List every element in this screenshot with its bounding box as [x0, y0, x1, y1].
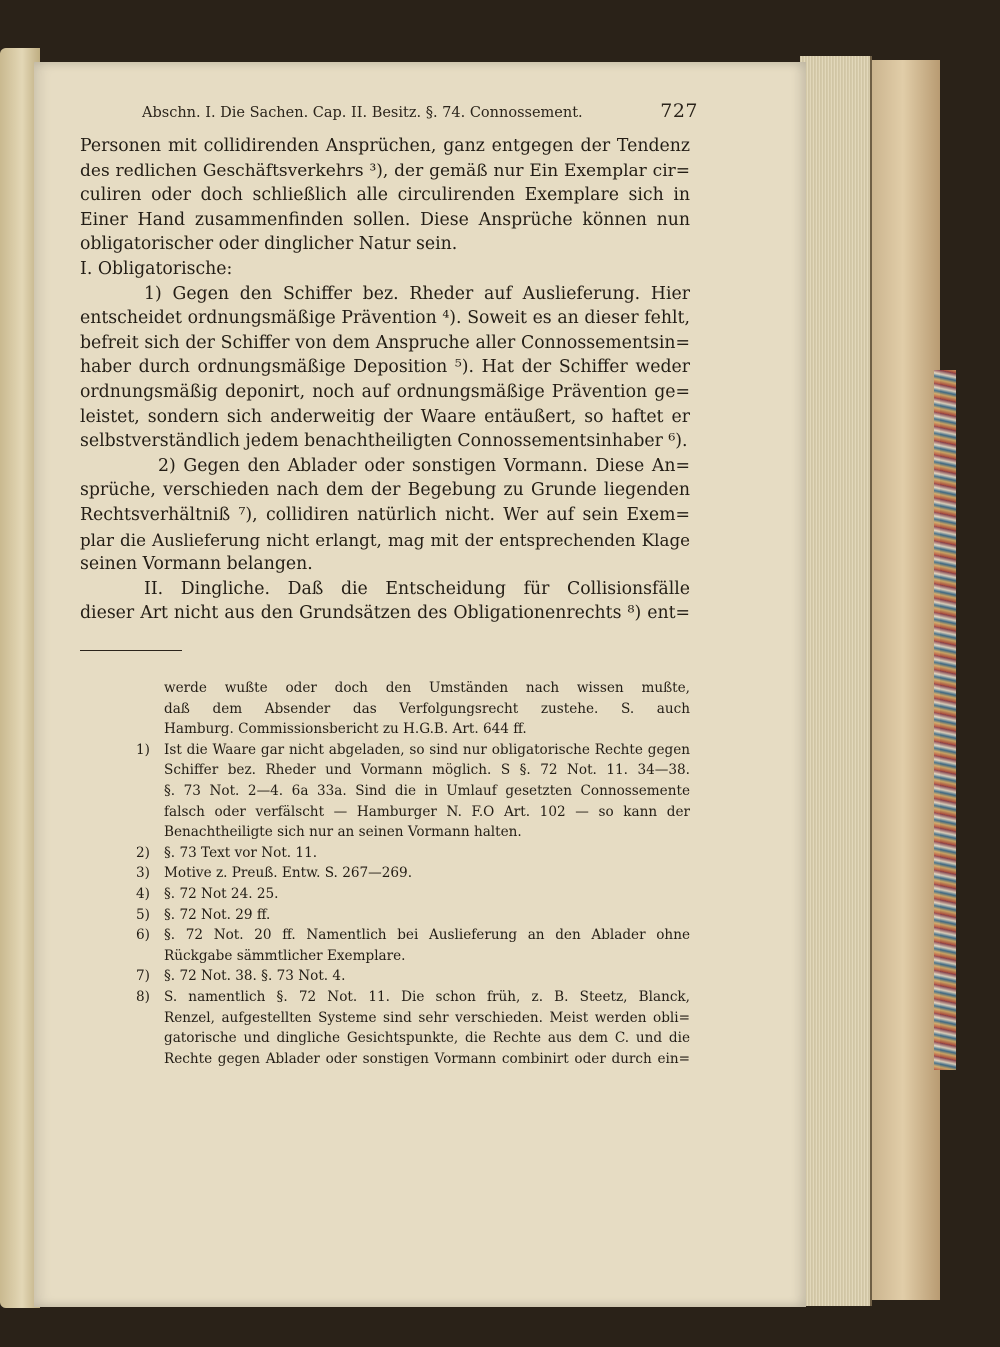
note-line: werde wußte oder doch den Umständen nach wissen mußte,: [164, 680, 690, 696]
note-line: falsch oder verfälscht — Hamburger N. F.O Art. 102 — so kann der: [164, 803, 690, 820]
text-line: dieser Art nicht aus den Grundsätzen des Obligationenrechts ⁸) ent=: [80, 603, 690, 624]
note-line: §. 73 Text vor Not. 11.: [164, 844, 318, 861]
text-line: Rechtsverhältniß ⁷), collidiren natürlich nicht. Wer auf sein Exem=: [80, 504, 690, 525]
footnote-rule: [80, 650, 182, 651]
text-line: des redlichen Geschäftsverkehrs ³), der gemäß nur Ein Exemplar cir=: [80, 160, 690, 181]
text-line: Einer Hand zusammenfinden sollen. Diese Ansprüche können nun: [80, 209, 690, 230]
note-line: Renzel, aufgestellten Systeme sind sehr verschieden. Meist werden obli=: [164, 1009, 690, 1026]
page-number: 727: [660, 100, 698, 122]
note-line: Hamburg. Commissionsbericht zu H.G.B. Art. 644 ff.: [164, 721, 527, 738]
text-line: entscheidet ordnungsmäßige Prävention ⁴). Soweit es an dieser fehlt,: [80, 308, 690, 329]
running-head: [142, 100, 698, 122]
note-line: Rechte gegen Ablader oder sonstigen Vormann combinirt oder durch ein=: [164, 1050, 690, 1067]
footnote-continuation: [78, 678, 690, 740]
text-line: seinen Vormann belangen.: [80, 554, 313, 575]
note-line: §. 72 Not. 29 ff.: [164, 906, 271, 923]
text-line: 1) Gegen den Schiffer bez. Rheder auf Auslieferung. Hier: [144, 283, 690, 304]
footnote-7: [78, 966, 690, 987]
section-heading: II. Dingliche. Daß die Entscheidung für Collisionsfälle: [144, 578, 690, 599]
footnote-number: 7): [136, 968, 150, 985]
text-line: 2) Gegen den Ablader oder sonstigen Vormann. Diese An=: [158, 455, 690, 476]
footnote-number: 6): [136, 927, 150, 944]
text-line: selbstverständlich jedem benachtheiligten Connossementsinhaber ⁶).: [80, 431, 688, 452]
note-line: Rückgabe sämmtlicher Exemplare.: [164, 947, 406, 964]
note-line: S. namentlich §. 72 Not. 11. Die schon früh, z. B. Steetz, Blanck,: [164, 988, 690, 1005]
text-line: obligatorischer oder dinglicher Natur sein.: [80, 234, 458, 255]
text-line: haber durch ordnungsmäßige Deposition ⁵). Hat der Schiffer weder: [80, 357, 690, 378]
footnote-4: [78, 884, 690, 905]
footnotes: [78, 678, 690, 1069]
text-line: culiren oder doch schließlich alle circulirenden Exemplare sich in: [80, 185, 690, 206]
text-line: befreit sich der Schiffer von dem Anspruche aller Connossementsin=: [80, 332, 690, 353]
footnote-1: [78, 740, 690, 843]
text-line: ordnungsmäßig deponirt, noch auf ordnungsmäßige Prävention ge=: [80, 381, 690, 402]
text-line: sprüche, verschieden nach dem der Begebung zu Grunde liegenden: [80, 480, 690, 501]
marbled-edge: [934, 370, 956, 1070]
note-line: §. 72 Not 24. 25.: [164, 885, 279, 902]
footnote-5: [78, 905, 690, 926]
note-line: Benachtheiligte sich nur an seinen Vormann halten.: [164, 824, 522, 841]
book-cover-edge: [866, 60, 940, 1300]
note-line: §. 72 Not. 20 ff. Namentlich bei Auslieferung an den Ablader ohne: [164, 927, 690, 944]
note-line: gatorische und dingliche Gesichtspunkte, die Rechte aus dem C. und die: [164, 1030, 690, 1047]
footnote-3: [78, 863, 690, 884]
main-text: [80, 134, 690, 626]
footnote-number: 5): [136, 906, 150, 923]
note-line: §. 72 Not. 38. §. 73 Not. 4.: [164, 968, 346, 985]
running-title: Abschn. I. Die Sachen. Cap. II. Besitz. §. 74. Connossement.: [142, 105, 583, 121]
note-line: Schiffer bez. Rheder und Vormann möglich. S §. 72 Not. 11. 34—38.: [164, 762, 690, 779]
text-line: leistet, sondern sich anderweitig der Waare entäußert, so haftet er: [80, 406, 690, 427]
note-line: Ist die Waare gar nicht abgeladen, so sind nur obligatorische Rechte gegen: [164, 741, 690, 758]
footnote-8: [78, 987, 690, 1069]
note-line: §. 73 Not. 2—4. 6a 33a. Sind die in Umlauf gesetzten Connossemente: [164, 782, 690, 799]
text-line: Personen mit collidirenden Ansprüchen, ganz entgegen der Tendenz: [80, 136, 690, 156]
footnote-number: 3): [136, 865, 150, 882]
footnote-number: 1): [136, 741, 150, 758]
footnote-number: 8): [136, 988, 150, 1005]
text-line: plar die Auslieferung nicht erlangt, mag mit der entsprechenden Klage: [80, 529, 690, 550]
page-block-edges: [800, 56, 872, 1306]
footnote-6: [78, 925, 690, 966]
footnote-2: [78, 843, 690, 864]
note-line: Motive z. Preuß. Entw. S. 267—269.: [164, 865, 413, 882]
note-line: daß dem Absender das Verfolgungsrecht zustehe. S. auch: [164, 700, 690, 717]
footnote-number: 4): [136, 885, 150, 902]
footnote-number: 2): [136, 844, 150, 861]
section-heading: I. Obligatorische:: [80, 258, 233, 279]
